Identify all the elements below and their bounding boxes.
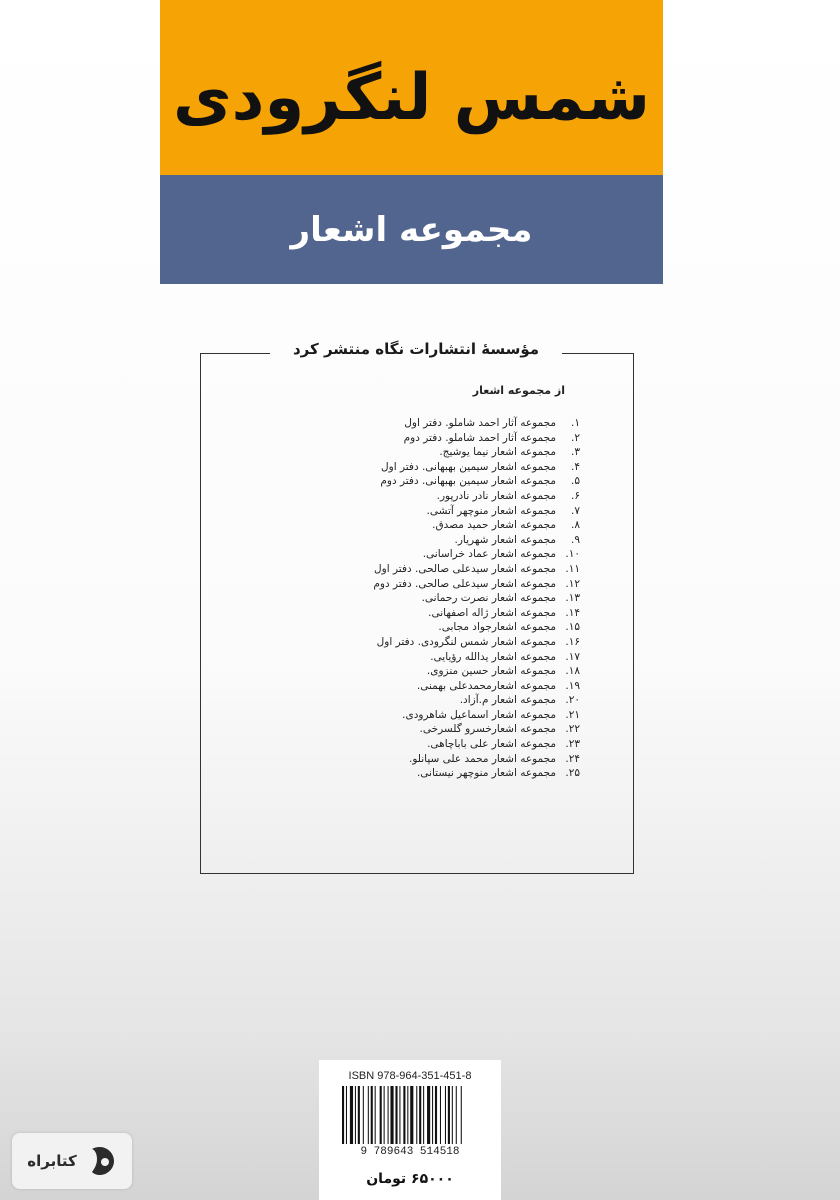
list-item (373, 504, 580, 519)
list-item (373, 679, 580, 694)
list-item-text: مجموعه اشعار سیمین بهبهانی. دفتر اول (381, 460, 556, 473)
list-item-text: مجموعه اشعار منوچهر آتشی. (426, 504, 556, 517)
list-item (373, 708, 580, 723)
list-item-text: مجموعه اشعار ژاله اصفهانی. (428, 606, 556, 619)
barcode-bar (456, 1086, 457, 1144)
list-item-number: ۱۸. (565, 665, 580, 678)
list-item (373, 489, 580, 504)
barcode-bar (419, 1086, 421, 1144)
list-item (373, 722, 580, 737)
barcode-bar (410, 1086, 413, 1144)
isbn-text: ISBN 978-964-351-451-8 (348, 1070, 472, 1082)
list-item-number: ۲۵. (565, 767, 580, 780)
list-item-number: ۱۹. (565, 679, 580, 692)
barcode-bar (346, 1086, 347, 1144)
list-item-number: ۲۴. (565, 752, 580, 765)
barcode-bar (350, 1086, 353, 1144)
list-item (373, 635, 580, 650)
barcode-bar (342, 1086, 344, 1144)
barcode-bar (461, 1086, 462, 1144)
list-item (373, 577, 580, 592)
barcode-bar (371, 1086, 373, 1144)
list-item (373, 431, 580, 446)
price: ۶۵۰۰۰ تومان (366, 1171, 454, 1187)
barcode-bar (375, 1086, 376, 1144)
ketabrah-logo[interactable] (12, 1133, 132, 1189)
barcode-bar (390, 1086, 393, 1144)
barcode-digits: 9 789643 514518 (360, 1146, 460, 1158)
list-item-text: مجموعه اشعار منوچهر نیستانی. (416, 767, 556, 780)
list-item-text: مجموعه اشعار سیمین بهبهانی. دفتر دوم (380, 475, 556, 488)
list-item-number: ۱۱. (565, 562, 580, 575)
list-item-text: مجموعه اشعار سیدعلی صالحی. دفتر اول (374, 562, 556, 575)
list-item-number: ۱۵. (565, 621, 580, 634)
barcode-bar (388, 1086, 389, 1144)
list-item-text: مجموعه اشعار حمید مصدق. (432, 519, 556, 532)
list-item (373, 737, 580, 752)
barcode-bar (355, 1086, 356, 1144)
list-item (373, 620, 580, 635)
list-item-number: ۱۴. (565, 606, 580, 619)
list-item-number: ۳. (571, 446, 580, 459)
list-item-text: مجموعه آثار احمد شاملو. دفتر دوم (403, 431, 556, 444)
list-item-number: ۵. (571, 475, 580, 488)
list-item-text: مجموعه اشعار عماد خراسانی. (422, 548, 556, 561)
list-item-text: مجموعه اشعار نادر نادرپور. (436, 489, 556, 502)
list-item-text: مجموعه اشعار یدالله رؤیایی. (430, 650, 556, 663)
list-item-number: ۴. (571, 460, 580, 473)
list-item (373, 752, 580, 767)
book-list (373, 416, 580, 781)
barcode-bar (403, 1086, 405, 1144)
title-band (160, 175, 663, 284)
list-item-number: ۲۲. (565, 723, 580, 736)
list-item-number: ۱۲. (565, 577, 580, 590)
list-item-text: مجموعه اشعار سیدعلی صالحی. دفتر دوم (373, 577, 556, 590)
ketabrah-icon (83, 1144, 117, 1178)
logo-text: کتابراه (27, 1152, 77, 1170)
barcode-bar (358, 1086, 360, 1144)
list-item-number: ۱۰. (565, 548, 580, 561)
barcode-bar (416, 1086, 417, 1144)
list-item-number: ۸. (571, 519, 580, 532)
barcode-bar (395, 1086, 397, 1144)
list-item-text: مجموعه اشعار نیما یوشیج. (439, 446, 556, 459)
list-item-text: مجموعه اشعارخسرو گلسرخی. (419, 723, 556, 736)
list-item-text: مجموعه اشعارمحمدعلی بهمنی. (416, 679, 556, 692)
barcode-bars (342, 1086, 478, 1144)
list-item-text: مجموعه آثار احمد شاملو. دفتر اول (404, 417, 556, 429)
barcode-bar (423, 1086, 424, 1144)
list-item-text: مجموعه اشعار شمس لنگرودی. دفتر اول (376, 635, 556, 648)
barcode-bar (445, 1086, 446, 1144)
list-item-number: ۲۳. (565, 738, 580, 751)
list-item-number: ۷. (571, 504, 580, 517)
list-item-text: مجموعه اشعار اسماعیل شاهرودی. (402, 708, 556, 721)
barcode-bar (380, 1086, 382, 1144)
list-item-text: مجموعه اشعارجواد مجابی. (438, 621, 556, 634)
list-item-number: ۲۱. (565, 708, 580, 721)
list-item-number: ۲. (571, 431, 580, 444)
barcode-label (319, 1060, 501, 1200)
barcode-bar (432, 1086, 433, 1144)
list-item-text: مجموعه اشعار محمد علی سپانلو. (409, 752, 556, 765)
list-item (373, 445, 580, 460)
list-item (373, 533, 580, 548)
list-item-number: ۱. (571, 417, 580, 429)
barcode-bar (363, 1086, 364, 1144)
list-item (373, 591, 580, 606)
barcode-bar (407, 1086, 408, 1144)
list-item-number: ۱۷. (565, 650, 580, 663)
list-item (373, 606, 580, 621)
barcode-bar (448, 1086, 450, 1144)
list-item (373, 547, 580, 562)
author-band (160, 0, 663, 175)
barcode-bar (384, 1086, 385, 1144)
list-item-number: ۱۳. (565, 592, 580, 605)
publisher-line: مؤسسهٔ انتشارات نگاه منتشر کرد (292, 340, 540, 358)
barcode-bar (452, 1086, 453, 1144)
list-item (373, 693, 580, 708)
barcode-bar (399, 1086, 400, 1144)
list-item-number: ۲۰. (565, 694, 580, 707)
list-item-number: ۶. (571, 489, 580, 502)
barcode-bar (368, 1086, 369, 1144)
list-item (373, 460, 580, 475)
list-heading: از مجموعه اشعار (472, 384, 565, 397)
list-item-number: ۹. (571, 533, 580, 546)
list-item (373, 474, 580, 489)
list-item (373, 664, 580, 679)
barcode-bar (427, 1086, 430, 1144)
list-item-text: مجموعه اشعار حسین منزوی. (426, 665, 556, 678)
list-item (373, 562, 580, 577)
list-item-number: ۱۶. (565, 635, 580, 648)
list-item-text: مجموعه اشعار م.آزاد. (459, 694, 556, 707)
author-name: شمس لنگرودی (172, 60, 651, 135)
list-item-text: مجموعه اشعار نصرت رحمانی. (421, 592, 556, 605)
list-item (373, 518, 580, 533)
list-item (373, 650, 580, 665)
list-item-text: مجموعه اشعار علی باباچاهی. (427, 738, 556, 751)
barcode-bar (440, 1086, 441, 1144)
list-item-text: مجموعه اشعار شهریار. (454, 533, 556, 546)
barcode-bar (435, 1086, 437, 1144)
list-item (373, 416, 580, 431)
list-item (373, 766, 580, 781)
book-title: مجموعه اشعار (290, 209, 533, 250)
